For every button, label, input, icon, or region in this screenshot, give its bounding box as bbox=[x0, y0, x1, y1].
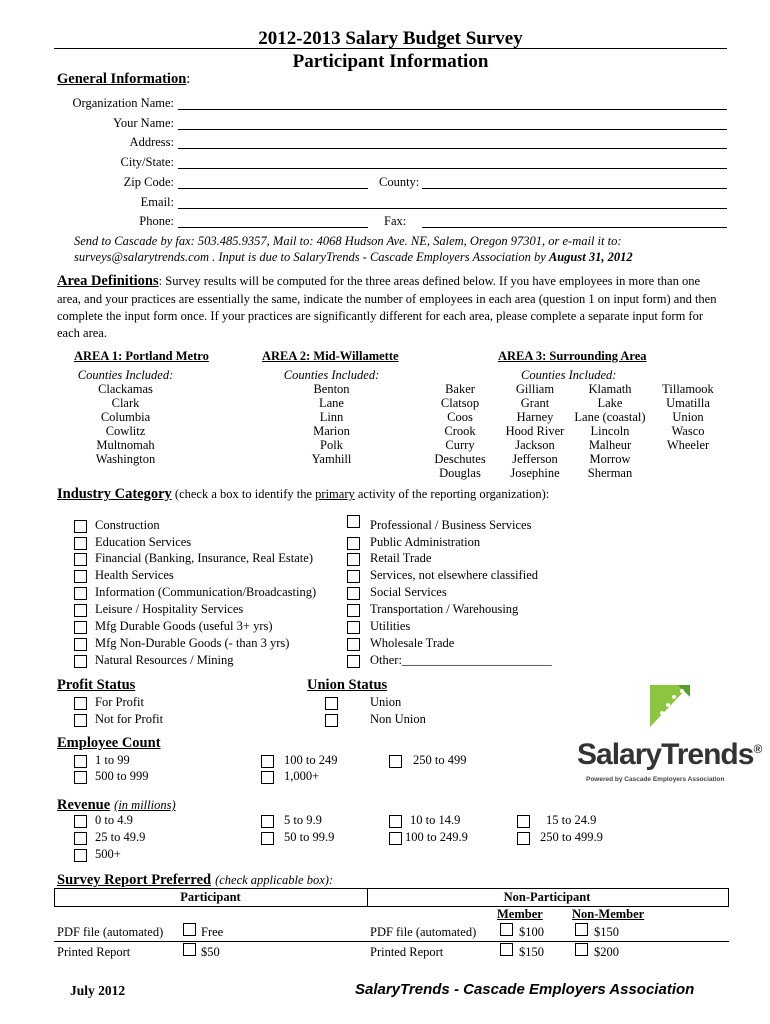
checkbox-rev-10-14.9[interactable] bbox=[389, 815, 402, 828]
revenue-option: 10 to 14.9 bbox=[410, 813, 461, 827]
area3-counties-col3 bbox=[569, 382, 651, 480]
nonparticipant-pdf-label: PDF file (automated) bbox=[370, 925, 477, 939]
revenue-option: 25 to 49.9 bbox=[95, 830, 146, 844]
checkbox-rev-250-499.9[interactable] bbox=[517, 832, 530, 845]
city-label: City/State: bbox=[120, 155, 174, 169]
report-row-rule bbox=[54, 941, 729, 942]
county: Grant bbox=[520, 396, 550, 410]
county: Curry bbox=[445, 438, 475, 452]
checkbox-utilities[interactable] bbox=[347, 621, 360, 634]
employee-option: 1 to 99 bbox=[95, 753, 130, 767]
checkbox-public-admin[interactable] bbox=[347, 537, 360, 550]
county: Klamath bbox=[588, 382, 632, 396]
county: Washington bbox=[95, 452, 156, 466]
area3-title: AREA 3: Surrounding Area bbox=[498, 349, 647, 363]
profit-option: Not for Profit bbox=[95, 712, 164, 726]
industry-label: Information (Communication/Broadcasting) bbox=[95, 585, 317, 599]
profit-option: For Profit bbox=[95, 695, 144, 709]
employee-option: 500 to 999 bbox=[95, 769, 149, 783]
salarytrends-logo: SalaryTrends® bbox=[577, 738, 762, 771]
checkbox-leisure[interactable] bbox=[74, 604, 87, 617]
checkbox-mfg-nondurable[interactable] bbox=[74, 638, 87, 651]
checkbox-participant-printed[interactable] bbox=[183, 943, 196, 956]
checkbox-not-for-profit[interactable] bbox=[74, 714, 87, 727]
checkbox-wholesale[interactable] bbox=[347, 638, 360, 651]
area2-title: AREA 2: Mid-Willamette bbox=[262, 349, 399, 363]
city-field[interactable] bbox=[178, 168, 727, 169]
checkbox-retail[interactable] bbox=[347, 553, 360, 566]
checkbox-health[interactable] bbox=[74, 570, 87, 583]
industry-heading: Industry Category bbox=[57, 486, 172, 502]
county: Josephine bbox=[510, 466, 560, 480]
zip-field[interactable] bbox=[178, 188, 368, 189]
county: Tillamook bbox=[662, 382, 714, 396]
county: Yamhill bbox=[311, 452, 352, 466]
union-option: Union bbox=[370, 695, 402, 709]
member-printed-price: $150 bbox=[519, 945, 544, 959]
checkbox-for-profit[interactable] bbox=[74, 697, 87, 710]
county: Linn bbox=[319, 410, 344, 424]
area2-counties bbox=[270, 382, 393, 466]
industry-label: Social Services bbox=[370, 585, 447, 599]
footer-org: SalaryTrends - Cascade Employers Association bbox=[355, 981, 695, 998]
page-title: 2012-2013 Salary Budget Survey bbox=[258, 28, 523, 49]
county-label: County: bbox=[379, 175, 420, 189]
nonmember-pdf-price: $150 bbox=[594, 925, 619, 939]
county: Lake bbox=[597, 396, 623, 410]
checkbox-construction[interactable] bbox=[74, 520, 87, 533]
county: Jefferson bbox=[512, 452, 558, 466]
checkbox-transportation[interactable] bbox=[347, 604, 360, 617]
nonmember-header: Non-Member bbox=[572, 907, 645, 921]
area1-sub: Counties Included: bbox=[77, 368, 174, 382]
industry-label: Services, not elsewhere classified bbox=[370, 568, 538, 582]
checkbox-information[interactable] bbox=[74, 587, 87, 600]
county: Douglas bbox=[439, 466, 481, 480]
nonparticipant-printed-label: Printed Report bbox=[370, 945, 444, 959]
county: Baker bbox=[445, 382, 475, 396]
industry-label: Public Administration bbox=[370, 535, 481, 549]
checkbox-participant-pdf[interactable] bbox=[183, 923, 196, 936]
county: Multnomah bbox=[96, 438, 155, 452]
area3-counties-col4 bbox=[652, 382, 724, 452]
checkbox-rev-50-99.9[interactable] bbox=[261, 832, 274, 845]
checkbox-emp-250-499[interactable] bbox=[389, 755, 402, 768]
send-instructions-line2: surveys@salarytrends.com . Input is due to SalaryTrends - Cascade Employers Association by August 31, 2012 bbox=[74, 250, 633, 264]
email-field[interactable] bbox=[178, 208, 727, 209]
county-field[interactable] bbox=[422, 188, 727, 189]
county: Crook bbox=[444, 424, 476, 438]
member-header: Member bbox=[497, 907, 543, 921]
checkbox-non-union[interactable] bbox=[325, 714, 338, 727]
checkbox-rev-15-24.9[interactable] bbox=[517, 815, 530, 828]
industry-label: Construction bbox=[95, 518, 160, 532]
industry-label: Health Services bbox=[95, 568, 174, 582]
revenue-option: 50 to 99.9 bbox=[284, 830, 335, 844]
footer-date: July 2012 bbox=[70, 983, 126, 998]
industry-label: Wholesale Trade bbox=[370, 636, 455, 650]
checkbox-emp-100-249[interactable] bbox=[261, 755, 274, 768]
checkbox-education[interactable] bbox=[74, 537, 87, 550]
county: Clatsop bbox=[440, 396, 480, 410]
checkbox-member-printed[interactable] bbox=[500, 943, 513, 956]
area1-title: AREA 1: Portland Metro bbox=[74, 349, 209, 363]
county: Gilliam bbox=[515, 382, 555, 396]
zip-label: Zip Code: bbox=[123, 175, 174, 189]
fax-field[interactable] bbox=[422, 227, 727, 228]
county: Coos bbox=[447, 410, 473, 424]
participant-printed-label: Printed Report bbox=[57, 945, 131, 959]
checkbox-professional[interactable] bbox=[347, 515, 360, 528]
union-option: Non Union bbox=[370, 712, 426, 726]
county: Morrow bbox=[589, 452, 631, 466]
county: Columbia bbox=[100, 410, 151, 424]
participant-pdf-label: PDF file (automated) bbox=[57, 925, 164, 939]
name-field[interactable] bbox=[178, 129, 727, 130]
checkbox-emp-1-99[interactable] bbox=[74, 755, 87, 768]
logo-tagline: Powered by Cascade Employers Association bbox=[586, 776, 725, 783]
county: Lane (coastal) bbox=[574, 410, 646, 424]
industry-intro: Industry Category (check a box to identify the primary activity of the reporting organization): bbox=[57, 486, 550, 502]
nonparticipant-header: Non-Participant bbox=[503, 890, 591, 904]
checkbox-rev-5-9.9[interactable] bbox=[261, 815, 274, 828]
salarytrends-logo-mark bbox=[648, 683, 692, 729]
county: Umatilla bbox=[666, 396, 710, 410]
county: Hood River bbox=[505, 424, 565, 438]
member-pdf-price: $100 bbox=[519, 925, 544, 939]
county: Harney bbox=[516, 410, 554, 424]
phone-field[interactable] bbox=[178, 227, 368, 228]
industry-label: Financial (Banking, Insurance, Real Estate) bbox=[95, 551, 313, 565]
revenue-heading: Revenue bbox=[57, 797, 111, 813]
employee-option: 1,000+ bbox=[284, 769, 320, 783]
county: Wheeler bbox=[666, 438, 710, 452]
name-label: Your Name: bbox=[113, 116, 174, 130]
checkbox-nonmember-pdf[interactable] bbox=[575, 923, 588, 936]
revenue-option: 0 to 4.9 bbox=[95, 813, 133, 827]
area-intro-line2: area, and your practices are essentially the same, indicate the number of employees in each area (question 1 on input form) and then bbox=[57, 292, 717, 306]
revenue-header: Revenue (in millions) bbox=[57, 797, 176, 813]
county: Clackamas bbox=[98, 382, 153, 396]
revenue-option: 5 to 9.9 bbox=[284, 813, 322, 827]
industry-label: Transportation / Warehousing bbox=[370, 602, 519, 616]
employee-option: 250 to 499 bbox=[413, 753, 467, 767]
fax-label: Fax: bbox=[384, 214, 407, 228]
employee-option: 100 to 249 bbox=[284, 753, 338, 767]
area3-counties-col1 bbox=[424, 382, 496, 480]
org-field[interactable] bbox=[178, 109, 727, 110]
checkbox-social-services[interactable] bbox=[347, 587, 360, 600]
address-field[interactable] bbox=[178, 148, 727, 149]
county: Lane bbox=[319, 396, 344, 410]
industry-label: Mfg Durable Goods (useful 3+ yrs) bbox=[95, 619, 273, 633]
checkbox-mfg-durable[interactable] bbox=[74, 621, 87, 634]
nonmember-printed-price: $200 bbox=[594, 945, 619, 959]
checkbox-rev-100-249.9[interactable] bbox=[389, 832, 402, 845]
profit-heading: Profit Status bbox=[57, 677, 136, 693]
county: Clark bbox=[111, 396, 140, 410]
revenue-option: 500+ bbox=[95, 847, 121, 861]
area-intro-line3: complete the input form once. If your practices are significantly different for each area, please complete a separate input form for bbox=[57, 309, 704, 323]
checkbox-rev-25-49.9[interactable] bbox=[74, 832, 87, 845]
area-intro-line4: each area. bbox=[57, 326, 107, 340]
county: Lincoln bbox=[590, 424, 630, 438]
county: Wasco bbox=[671, 424, 705, 438]
address-label: Address: bbox=[129, 135, 174, 149]
county: Union bbox=[672, 410, 704, 424]
industry-other-field[interactable]: Other:________________________ bbox=[370, 653, 552, 667]
title-rule bbox=[54, 48, 727, 49]
checkbox-union[interactable] bbox=[325, 697, 338, 710]
general-heading: General Information: bbox=[57, 71, 191, 87]
area1-counties bbox=[64, 382, 187, 466]
area-intro: Area Definitions: Survey results will be computed for the three areas defined below. If you have employees in more than one bbox=[57, 273, 701, 289]
county: Jackson bbox=[515, 438, 555, 452]
checkbox-emp-500-999[interactable] bbox=[74, 771, 87, 784]
send-instructions-line1: Send to Cascade by fax: 503.485.9357, Mail to: 4068 Hudson Ave. NE, Salem, Oregon 97301, or e-mail it to: bbox=[74, 234, 622, 248]
area3-sub: Counties Included: bbox=[521, 368, 617, 382]
industry-label: Leisure / Hospitality Services bbox=[95, 602, 244, 616]
revenue-option: 15 to 24.9 bbox=[546, 813, 597, 827]
checkbox-emp-1000-plus[interactable] bbox=[261, 771, 274, 784]
area-heading: Area Definitions bbox=[57, 273, 159, 289]
employee-heading: Employee Count bbox=[57, 735, 161, 751]
checkbox-nonmember-printed[interactable] bbox=[575, 943, 588, 956]
checkbox-services-nec[interactable] bbox=[347, 570, 360, 583]
page-subtitle: Participant Information bbox=[292, 51, 489, 72]
industry-label: Retail Trade bbox=[370, 551, 432, 565]
revenue-option: 100 to 249.9 bbox=[405, 830, 468, 844]
industry-label: Natural Resources / Mining bbox=[95, 653, 234, 667]
checkbox-other[interactable] bbox=[347, 655, 360, 668]
industry-label: Utilities bbox=[370, 619, 411, 633]
checkbox-rev-500-plus[interactable] bbox=[74, 849, 87, 862]
participant-pdf-price: Free bbox=[201, 925, 224, 939]
org-label: Organization Name: bbox=[72, 96, 174, 110]
county: Polk bbox=[320, 438, 343, 452]
industry-label: Education Services bbox=[95, 535, 192, 549]
industry-label: Mfg Non-Durable Goods (- than 3 yrs) bbox=[95, 636, 290, 650]
area2-sub: Counties Included: bbox=[283, 368, 380, 382]
checkbox-natural-resources[interactable] bbox=[74, 655, 87, 668]
county: Marion bbox=[313, 424, 350, 438]
area3-counties-col2 bbox=[497, 382, 573, 480]
phone-label: Phone: bbox=[139, 214, 174, 228]
industry-label: Professional / Business Services bbox=[370, 518, 532, 532]
participant-header: Participant bbox=[180, 890, 241, 904]
county: Cowlitz bbox=[105, 424, 146, 438]
checkbox-financial[interactable] bbox=[74, 553, 87, 566]
report-heading: Survey Report Preferred bbox=[57, 872, 212, 888]
county: Benton bbox=[313, 382, 350, 396]
report-header: Survey Report Preferred (check applicable box): bbox=[57, 872, 334, 888]
county: Deschutes bbox=[434, 452, 486, 466]
email-label: Email: bbox=[140, 195, 174, 209]
checkbox-member-pdf[interactable] bbox=[500, 923, 513, 936]
revenue-option: 250 to 499.9 bbox=[540, 830, 603, 844]
union-heading: Union Status bbox=[307, 677, 388, 693]
checkbox-rev-0-4.9[interactable] bbox=[74, 815, 87, 828]
participant-printed-price: $50 bbox=[201, 945, 220, 959]
due-date: August 31, 2012 bbox=[548, 250, 633, 264]
county: Sherman bbox=[587, 466, 633, 480]
county: Malheur bbox=[588, 438, 632, 452]
